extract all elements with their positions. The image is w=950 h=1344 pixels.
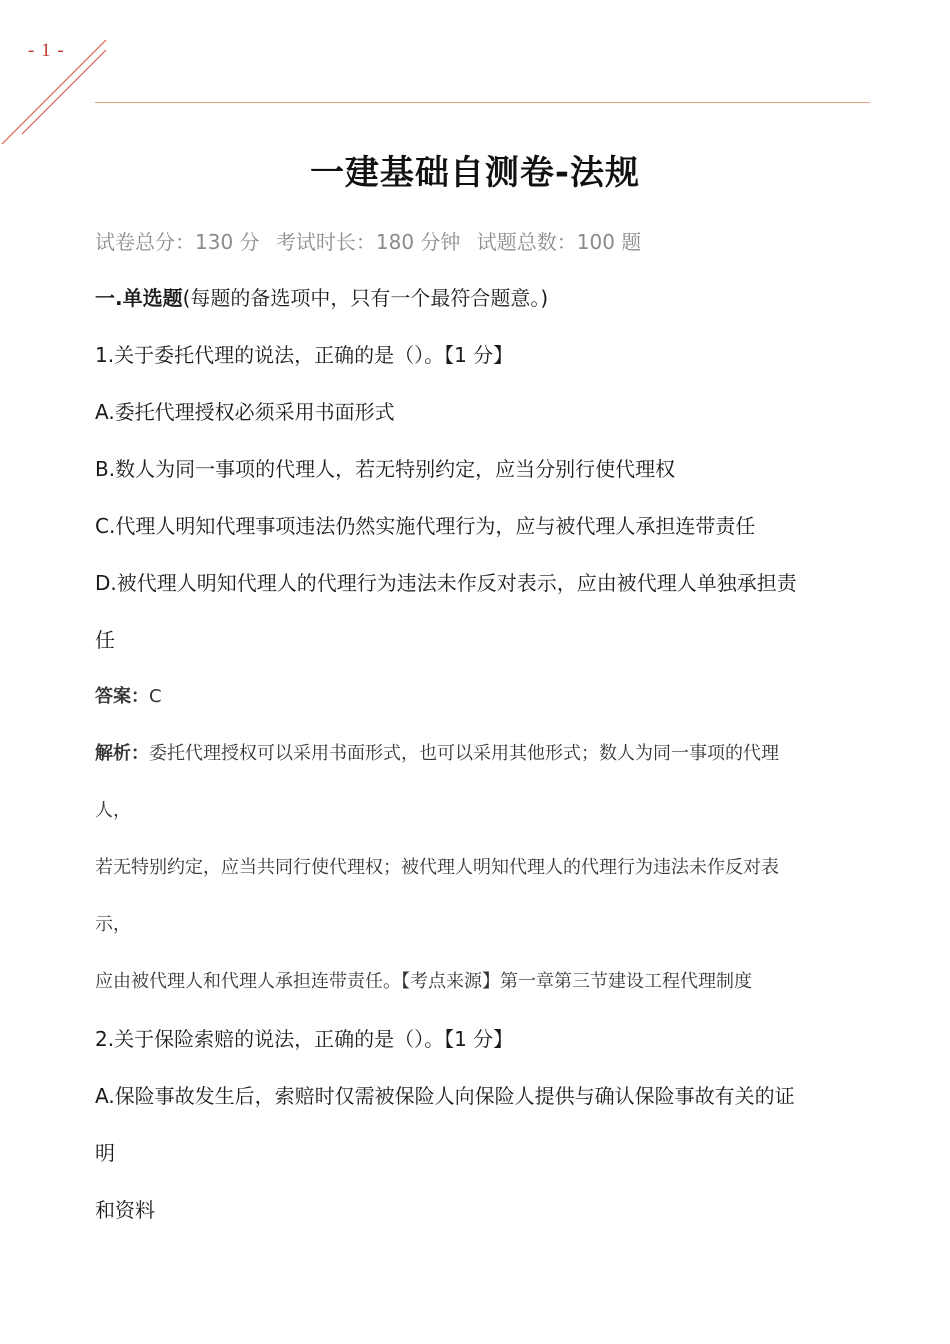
- question-2-stem: 2.关于保险索赔的说法，正确的是（）。【1 分】: [95, 1027, 514, 1051]
- question-2-option-a-cont: 明: [95, 1141, 115, 1165]
- question-1-option-d-cont: 任: [95, 628, 115, 652]
- question-1-stem: 1.关于委托代理的说法，正确的是（）。【1 分】: [95, 343, 514, 367]
- question-1-option-a: A.委托代理授权必须采用书面形式: [95, 400, 395, 424]
- question-1-answer: [95, 682, 870, 712]
- question-count: 试题总数：100 题: [476, 230, 642, 254]
- exam-meta: [95, 226, 651, 255]
- corner-line: [2, 40, 106, 144]
- question-1-option-c: C.代理人明知代理事项违法仍然实施代理行为，应与被代理人承担连带责任: [95, 514, 756, 538]
- section-note: (每题的备选项中，只有一个最符合题意。): [182, 286, 549, 310]
- corner-line: [22, 50, 106, 134]
- question-1-option-b: B.数人为同一事项的代理人，若无特别约定，应当分别行使代理权: [95, 457, 676, 481]
- header-rule: [95, 102, 870, 103]
- analysis-line: 人，: [95, 800, 131, 821]
- answer-label: 答案：: [95, 686, 149, 707]
- analysis-line: 委托代理授权可以采用书面形式，也可以采用其他形式；数人为同一事项的代理: [149, 743, 779, 764]
- analysis-line: 应由被代理人和代理人承担连带责任。【考点来源】第一章第三节建设工程代理制度: [95, 971, 752, 992]
- question-1-option-d: D.被代理人明知代理人的代理行为违法未作反对表示，应由被代理人单独承担责: [95, 571, 797, 595]
- question-2-option-a: A.保险事故发生后，索赔时仅需被保险人向保险人提供与确认保险事故有关的证: [95, 1084, 795, 1108]
- answer-value: C: [149, 686, 162, 707]
- section-label: 一.单选题: [95, 286, 183, 310]
- section-heading: [95, 283, 870, 313]
- question-1-analysis: [95, 739, 870, 769]
- analysis-label: 解析：: [95, 743, 149, 764]
- total-score: 试卷总分：130 分: [95, 230, 260, 254]
- analysis-line: 示，: [95, 914, 131, 935]
- exam-duration: 考试时长：180 分钟: [275, 230, 461, 254]
- question-2-option-a-cont: 和资料: [95, 1198, 155, 1222]
- corner-decoration: [0, 0, 120, 150]
- document-title: 一建基础自测卷-法规: [309, 153, 641, 193]
- analysis-line: 若无特别约定，应当共同行使代理权；被代理人明知代理人的代理行为违法未作反对表: [95, 857, 779, 878]
- page-number: - 1 -: [28, 40, 65, 61]
